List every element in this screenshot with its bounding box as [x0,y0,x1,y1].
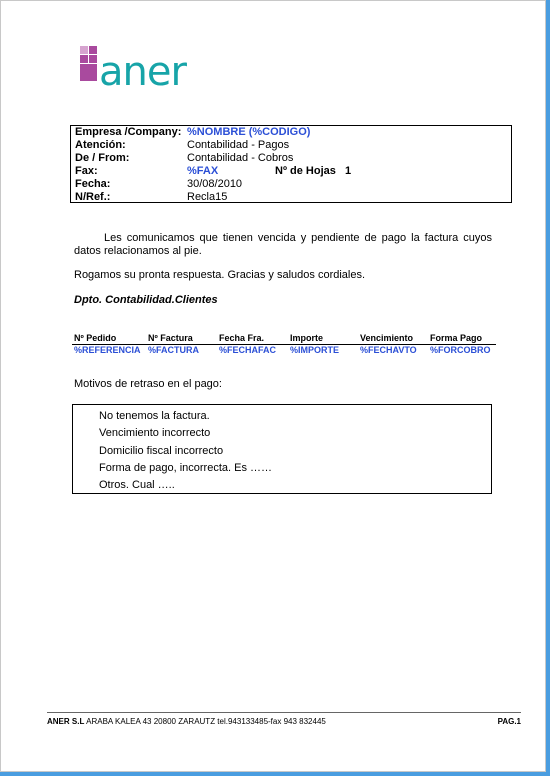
de-value: Contabilidad - Cobros [187,152,294,164]
col-header-forma-pago: Forma Pago [430,333,483,343]
footer-company: ANER S.L [47,717,85,726]
reason-item: No tenemos la factura. [99,410,210,422]
page-number: PAG.1 [497,717,521,726]
footer [47,716,521,727]
cell-fecha: %FECHAFAC [219,345,277,355]
fecha-value: 30/08/2010 [187,178,243,190]
hojas-label [275,165,351,178]
hojas-label-text: Nº de Hojas [275,165,336,177]
cell-vencimiento: %FECHAVTO [360,345,417,355]
body-paragraph-1-text: Les comunicamos que tienen vencida y pendiente de pago la factura cuyos datos relacionamos al pie. [74,232,492,257]
ref-value: Recla15 [187,191,228,203]
hojas-value: 1 [345,165,352,177]
fax-value: %FAX [187,165,219,177]
logo-square [89,46,97,54]
header-info-box [70,125,512,203]
body-paragraph-1 [74,232,492,258]
col-header-factura: Nº Factura [148,333,193,343]
fax-label: Fax: [75,165,98,177]
empresa-label: Empresa /Company: [75,126,182,138]
empresa-value: %NOMBRE (%CODIGO) [187,126,311,138]
de-label: De / From: [75,152,130,164]
fax-row [75,165,505,178]
footer-address: ARABA KALEA 43 20800 ZARAUTZ tel.943133485-fax 943 832445 [86,717,326,726]
col-header-fecha: Fecha Fra. [219,333,265,343]
logo-wordmark: aner [99,49,186,95]
reasons-box [72,404,492,494]
logo-square [80,46,88,54]
col-header-importe: Importe [290,333,324,343]
cell-forma-pago: %FORCOBRO [430,345,491,355]
footer-divider [47,712,521,713]
col-header-vencimiento: Vencimiento [360,333,414,343]
atencion-label: Atención: [75,139,126,151]
logo-square [89,55,97,63]
reason-item: Otros. Cual ….. [99,479,175,491]
logo-square [80,64,97,81]
atencion-value: Contabilidad - Pagos [187,139,290,151]
ref-label: N/Ref.: [75,191,111,203]
cell-pedido: %REFERENCIA [74,345,141,355]
cell-factura: %FACTURA [148,345,199,355]
cell-importe: %IMPORTE [290,345,340,355]
reason-item: Forma de pago, incorrecta. Es …… [99,462,273,474]
fecha-label: Fecha: [75,178,111,190]
logo-square [80,55,88,63]
motivos-label: Motivos de retraso en el pago: [74,378,222,390]
col-header-pedido: Nº Pedido [74,333,117,343]
body-paragraph-2: Rogamos su pronta respuesta. Gracias y saludos cordiales. [74,269,366,281]
department-signature: Dpto. Contabilidad.Clientes [74,294,218,306]
reason-item: Domicilio fiscal incorrecto [99,445,224,457]
reason-item: Vencimiento incorrecto [99,427,211,439]
